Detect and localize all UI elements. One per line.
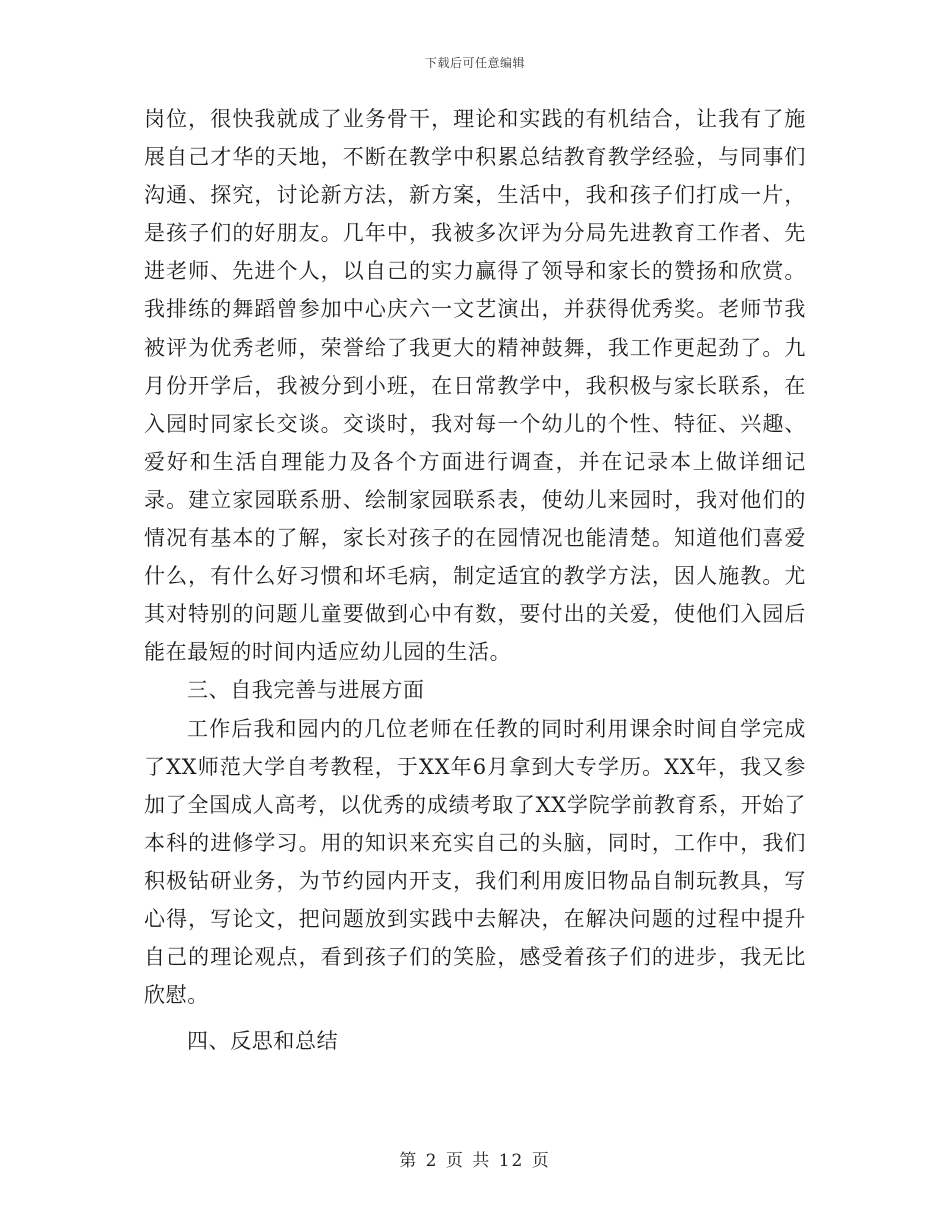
section-heading-self-improvement: 三、自我完善与进展方面	[187, 678, 425, 703]
page-number-footer: 第 2 页 共 12 页	[399, 1151, 551, 1171]
document-body	[144, 100, 806, 1060]
section-heading-reflection: 四、反思和总结	[187, 1029, 339, 1054]
paragraph-work-experience: 岗位，很快我就成了业务骨干，理论和实践的有机结合，让我有了施展自己才华的天地，不断在教学中积累总结教育教学经验，与同事们沟通、探究，讨论新方法，新方案，生活中，我和孩子们打成一片，是孩子们的好朋友。几年中，我被多次评为分局先进教育工作者、先进老师、先进个人，以自己的实力赢得了领导和家长的赞扬和欣赏。我排练的舞蹈曾参加中心庆六一文艺演出，并获得优秀奖。老师节我被评为优秀老师，荣誉给了我更大的精神鼓舞，我工作更起劲了。九月份开学后，我被分到小班，在日常教学中，我积极与家长联系，在入园时同家长交谈。交谈时，我对每一个幼儿的个性、特征、兴趣、爱好和生活自理能力及各个方面进行调查，并在记录本上做详细记录。建立家园联系册、绘制家园联系表，使幼儿来园时，我对他们的情况有基本的了解，家长对孩子的在园情况也能清楚。知道他们喜爱什么，有什么好习惯和坏毛病，制定适宜的教学方法，因人施教。尤其对特别的问题儿童要做到心中有数，要付出的关爱，使他们入园后能在最短的时间内适应幼儿园的生活。	[144, 107, 806, 665]
page-header-note: 下载后可任意编辑	[424, 56, 525, 70]
paragraph-self-improvement: 工作后我和园内的几位老师在任教的同时利用课余时间自学完成了XX师范大学自考教程，于XX年6月拿到大专学历。XX年，我又参加了全国成人高考，以优秀的成绩考取了XX学院学前教育系，开始了本科的进修学习。用的知识来充实自己的头脑，同时，工作中，我们积极钻研业务，为节约园内开支，我们利用废旧物品自制玩教具，写心得，写论文，把问题放到实践中去解决，在解决问题的过程中提升自己的理论观点，看到孩子们的笑脸，感受着孩子们的进步，我无比欣慰。	[144, 716, 806, 1008]
